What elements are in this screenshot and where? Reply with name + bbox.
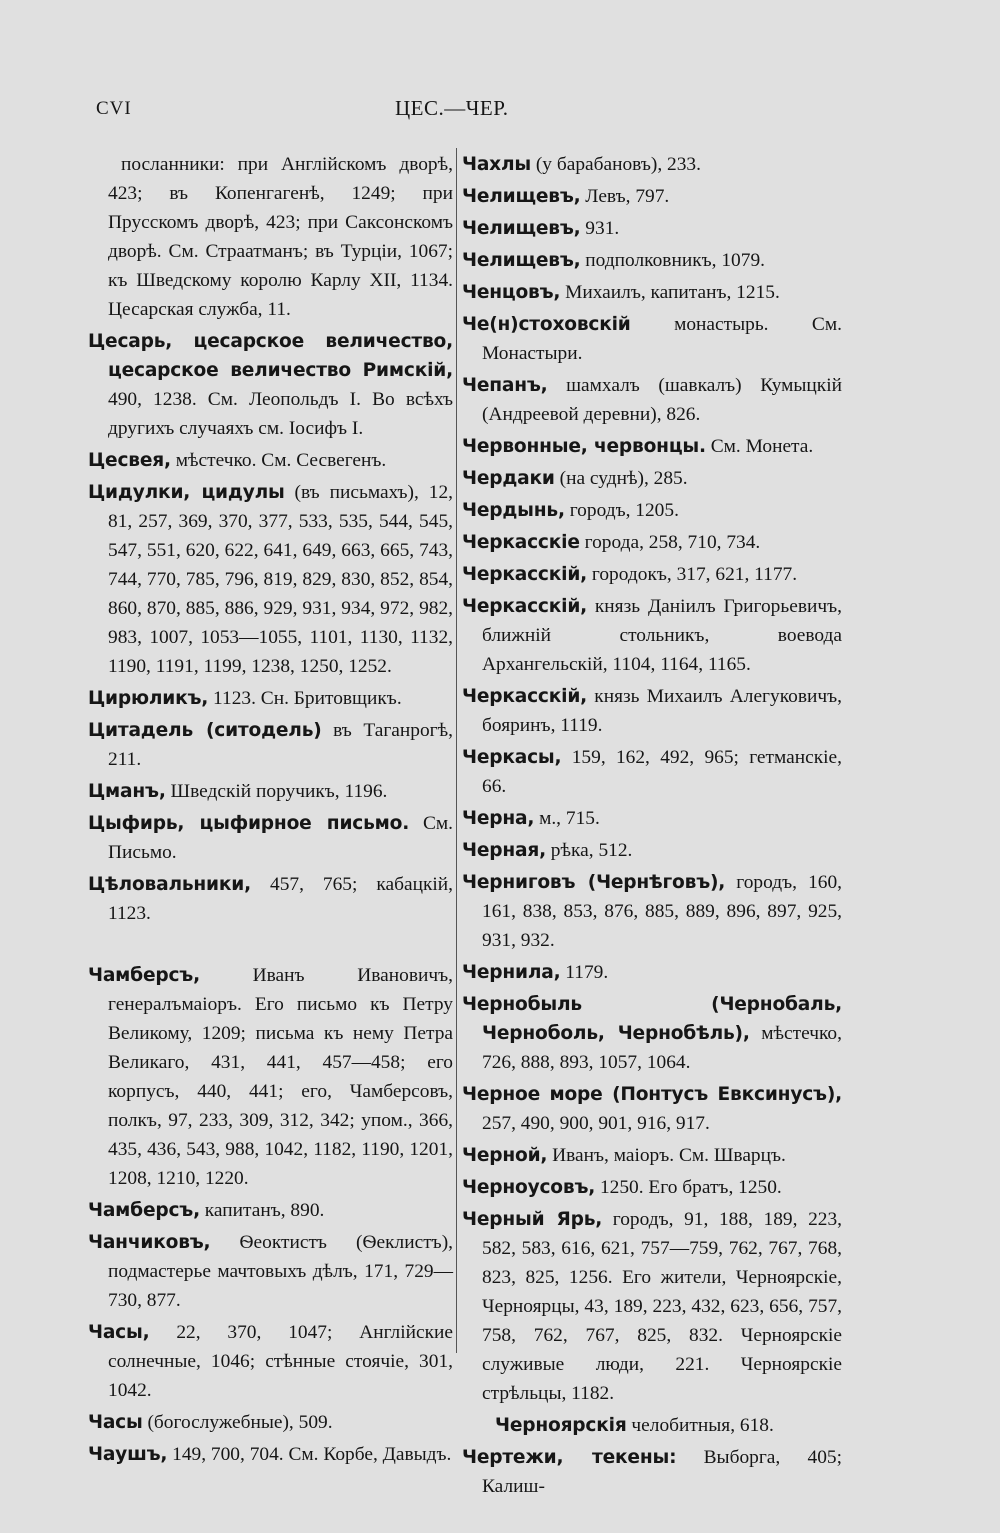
- entry-text: князь Даніилъ Григорьевичъ, ближній стольникъ, воевода Архангельскій, 1104, 1164, 1165.: [482, 596, 842, 675]
- entry-text: 159, 162, 492, 965; гетманскіе, 66.: [482, 747, 842, 797]
- entry-headword: Черноусовъ,: [462, 1177, 596, 1198]
- entry-text: 490, 1238. См. Леопольдъ I. Во всѣхъ другихъ случаяхъ см. Іосифъ I.: [108, 389, 453, 439]
- index-entry: [462, 528, 842, 557]
- entry-headword: Черна,: [462, 808, 535, 829]
- entry-headword: Черный Ярь,: [462, 1209, 603, 1230]
- entry-headword: Цѣловальники,: [88, 874, 252, 895]
- entry-headword: Че(н)стоховскій: [462, 314, 631, 335]
- entry-headword: Челищевъ,: [462, 186, 581, 207]
- index-entry: [88, 716, 453, 774]
- entry-text: Выборга, 405; Калиш-: [482, 1447, 842, 1497]
- index-column-right: [462, 150, 842, 1504]
- entry-text: См. Монета.: [705, 436, 814, 457]
- entry-text: 1250. Его братъ, 1250.: [595, 1177, 782, 1198]
- index-entry: [88, 1440, 453, 1469]
- index-column-left: [88, 150, 453, 1472]
- index-entry: [462, 278, 842, 307]
- entry-headword: Черноярскія: [495, 1415, 627, 1436]
- index-entry: [462, 182, 842, 211]
- index-entry: [462, 246, 842, 275]
- entry-text: мѣстечко. См. Сесвегенъ.: [170, 450, 387, 471]
- index-entry: [462, 682, 842, 740]
- index-entry: [88, 327, 453, 443]
- entry-headword: Челищевъ,: [462, 250, 581, 271]
- index-entry: [462, 1141, 842, 1170]
- entry-text: (у барабановъ), 233.: [531, 154, 701, 175]
- entry-text: 149, 700, 704. См. Корбе, Давыдъ.: [167, 1444, 452, 1465]
- entry-headword: Черной,: [462, 1145, 548, 1166]
- entry-text: мѣстечко, 726, 888, 893, 1057, 1064.: [482, 1023, 842, 1073]
- index-entry: [462, 836, 842, 865]
- entry-headword: Черкасскій,: [462, 686, 588, 707]
- index-entry: [462, 1411, 842, 1440]
- index-entry: [88, 1196, 453, 1225]
- index-entry: [462, 1080, 842, 1138]
- entry-text: (богослужебные), 509.: [142, 1412, 333, 1433]
- entry-text: рѣка, 512.: [545, 840, 633, 861]
- entry-headword: Черкасы,: [462, 747, 562, 768]
- entry-text: Михаилъ, капитанъ, 1215.: [560, 282, 780, 303]
- index-entry: [88, 777, 453, 806]
- index-entry: [462, 1205, 842, 1408]
- index-entry: [88, 446, 453, 475]
- entry-text: См. Письмо.: [108, 813, 453, 863]
- entry-headword: Чамберсъ,: [88, 965, 200, 986]
- index-entry: [462, 990, 842, 1077]
- index-entry: [88, 684, 453, 713]
- index-entry: [88, 961, 453, 1193]
- entry-headword: Чердынь,: [462, 500, 565, 521]
- entry-headword: Цыфирь, цыфирное письмо.: [88, 813, 410, 834]
- entry-headword: Челищевъ,: [462, 218, 581, 239]
- entry-headword: Червонные, червонцы.: [462, 436, 706, 457]
- index-entry: [462, 310, 842, 368]
- index-entry: [462, 464, 842, 493]
- entry-text: городъ, 160, 161, 838, 853, 876, 885, 889, 896, 897, 925, 931, 932.: [482, 872, 842, 951]
- index-entry: [88, 870, 453, 928]
- index-entry: [88, 478, 453, 681]
- entry-headword: Цесарь, цесарское величество, цесарское величество Римскій,: [88, 331, 453, 381]
- entry-headword: Чердаки: [462, 468, 555, 489]
- entry-headword: Ченцовъ,: [462, 282, 561, 303]
- index-entry: [462, 1443, 842, 1501]
- entry-text: шамхалъ (шавкалъ) Кумыцкій (Андреевой деревни), 826.: [482, 375, 842, 425]
- entry-headword: Цитадель (ситодель): [88, 720, 322, 741]
- index-entry: [462, 432, 842, 461]
- index-entry: [462, 868, 842, 955]
- index-entry: [462, 150, 842, 179]
- entry-headword: Цманъ,: [88, 781, 166, 802]
- entry-text: Иванъ Ивановичъ, генералъмаіоръ. Его письмо къ Петру Великому, 1209; письма къ нему Петра Великаго, 431, 441, 457—458; его корпусъ, 440, 441; его, Чамберсовъ, полкъ, 97, 233, 309, 312, 342; упом., 366, 435, 436, 543, 988, 1042, 1182, 1190, 1201, 1208, 1210, 1220.: [108, 965, 453, 1189]
- entry-text: въ Таганрогѣ, 211.: [108, 720, 453, 770]
- entry-text: Иванъ, маіоръ. См. Шварцъ.: [547, 1145, 786, 1166]
- entry-text: 1123. Сн. Бритовщикъ.: [208, 688, 402, 709]
- entry-text: подполковникъ, 1079.: [580, 250, 765, 271]
- entry-text: городокъ, 317, 621, 1177.: [587, 564, 798, 585]
- column-divider: [456, 148, 457, 1353]
- index-entry: [462, 496, 842, 525]
- index-entry: [462, 214, 842, 243]
- entry-text: 22, 370, 1047; Англійские солнечные, 1046; стѣнные стоячіе, 301, 1042.: [108, 1322, 453, 1401]
- entry-text: Шведскій поручикъ, 1196.: [165, 781, 388, 802]
- entry-text: 257, 490, 900, 901, 916, 917.: [482, 1113, 710, 1134]
- entry-text: посланники: при Англійскомъ дворѣ, 423; въ Копенгагенѣ, 1249; при Прусскомъ дворѣ, 423; при Саксонскомъ дворѣ. См. Страатманъ; въ Турціи, 1067; къ Шведскому королю Карлу XII, 1134. Цесарская служба, 11.: [108, 154, 453, 320]
- entry-headword: Цесвея,: [88, 450, 171, 471]
- index-entry: [462, 592, 842, 679]
- entry-headword: Черниговъ (Чернѣговъ),: [462, 872, 726, 893]
- entry-text: Ѳеоктистъ (Ѳеклистъ), подмастерье мачтовыхъ дѣлъ, 171, 729—730, 877.: [108, 1232, 453, 1311]
- entry-text: Левъ, 797.: [580, 186, 670, 207]
- entry-headword: Чепанъ,: [462, 375, 548, 396]
- index-entry: [462, 371, 842, 429]
- entry-headword: Чахлы: [462, 154, 531, 175]
- entry-text: (на суднѣ), 285.: [554, 468, 688, 489]
- entry-text: монастырь. См. Монастыри.: [482, 314, 842, 364]
- index-entry: [462, 560, 842, 589]
- entry-text: м., 715.: [534, 808, 600, 829]
- entry-text: капитанъ, 890.: [199, 1200, 325, 1221]
- entry-headword: Чанчиковъ,: [88, 1232, 211, 1253]
- index-entry: [462, 804, 842, 833]
- entry-headword: Черное море (Понтусъ Евксинусъ),: [462, 1084, 842, 1105]
- index-entry: [462, 743, 842, 801]
- entry-headword: Чернила,: [462, 962, 561, 983]
- index-entry: [88, 1408, 453, 1437]
- index-entry: [88, 1228, 453, 1315]
- entry-headword: Черная,: [462, 840, 546, 861]
- entry-text: городъ, 1205.: [564, 500, 679, 521]
- entry-text: городъ, 91, 188, 189, 223, 582, 583, 616, 621, 757—759, 762, 767, 768, 823, 825, 1256. Его жители, Черноярскіе, Черноярцы, 43, 189, 223, 432, 623, 656, 757, 758, 762, 767, 825, 832. Черноярскіе служивые люди, 221. Черноярскіе стрѣльцы, 1182.: [482, 1209, 843, 1404]
- entry-text: (въ письмахъ), 12, 81, 257, 369, 370, 377, 533, 535, 544, 545, 547, 551, 620, 622, 641, 649, 663, 665, 743, 744, 770, 785, 796, 819, 829, 830, 852, 854, 860, 870, 885, 886, 929, 931, 934, 972, 982, 983, 1007, 1053—1055, 1101, 1130, 1132, 1190, 1191, 1199, 1238, 1250, 1252.: [108, 482, 453, 677]
- index-entry: [462, 958, 842, 987]
- index-entry: [88, 809, 453, 867]
- entry-headword: Чамберсъ,: [88, 1200, 200, 1221]
- index-entry: [88, 1318, 453, 1405]
- entry-text: города, 258, 710, 734.: [579, 532, 761, 553]
- entry-headword: Часы,: [88, 1322, 150, 1343]
- entry-headword: Черкасскій,: [462, 596, 588, 617]
- entry-headword: Чаушъ,: [88, 1444, 168, 1465]
- page-number: CVI: [96, 98, 132, 119]
- entry-headword: Цирюликъ,: [88, 688, 209, 709]
- entry-text: 457, 765; кабацкій, 1123.: [108, 874, 453, 924]
- entry-headword: Чернобыль (Чернобаль, Чернобoль, Чернобѣль),: [462, 994, 842, 1044]
- index-entry: [462, 1173, 842, 1202]
- entry-headword: Черкасскій,: [462, 564, 588, 585]
- entry-text: 1179.: [560, 962, 609, 983]
- entry-text: 931.: [580, 218, 620, 239]
- entry-headword: Цидулки, цидулы: [88, 482, 285, 503]
- running-title: ЦЕС.—ЧЕР.: [395, 96, 509, 120]
- entry-headword: Чертежи, текены:: [462, 1447, 677, 1468]
- entry-headword: Часы: [88, 1412, 143, 1433]
- entry-headword: Черкасскіе: [462, 532, 580, 553]
- index-entry: [88, 150, 453, 324]
- entry-text: челобитныя, 618.: [626, 1415, 774, 1436]
- entry-text: князь Михаилъ Алегуковичъ, бояринъ, 1119.: [482, 686, 842, 736]
